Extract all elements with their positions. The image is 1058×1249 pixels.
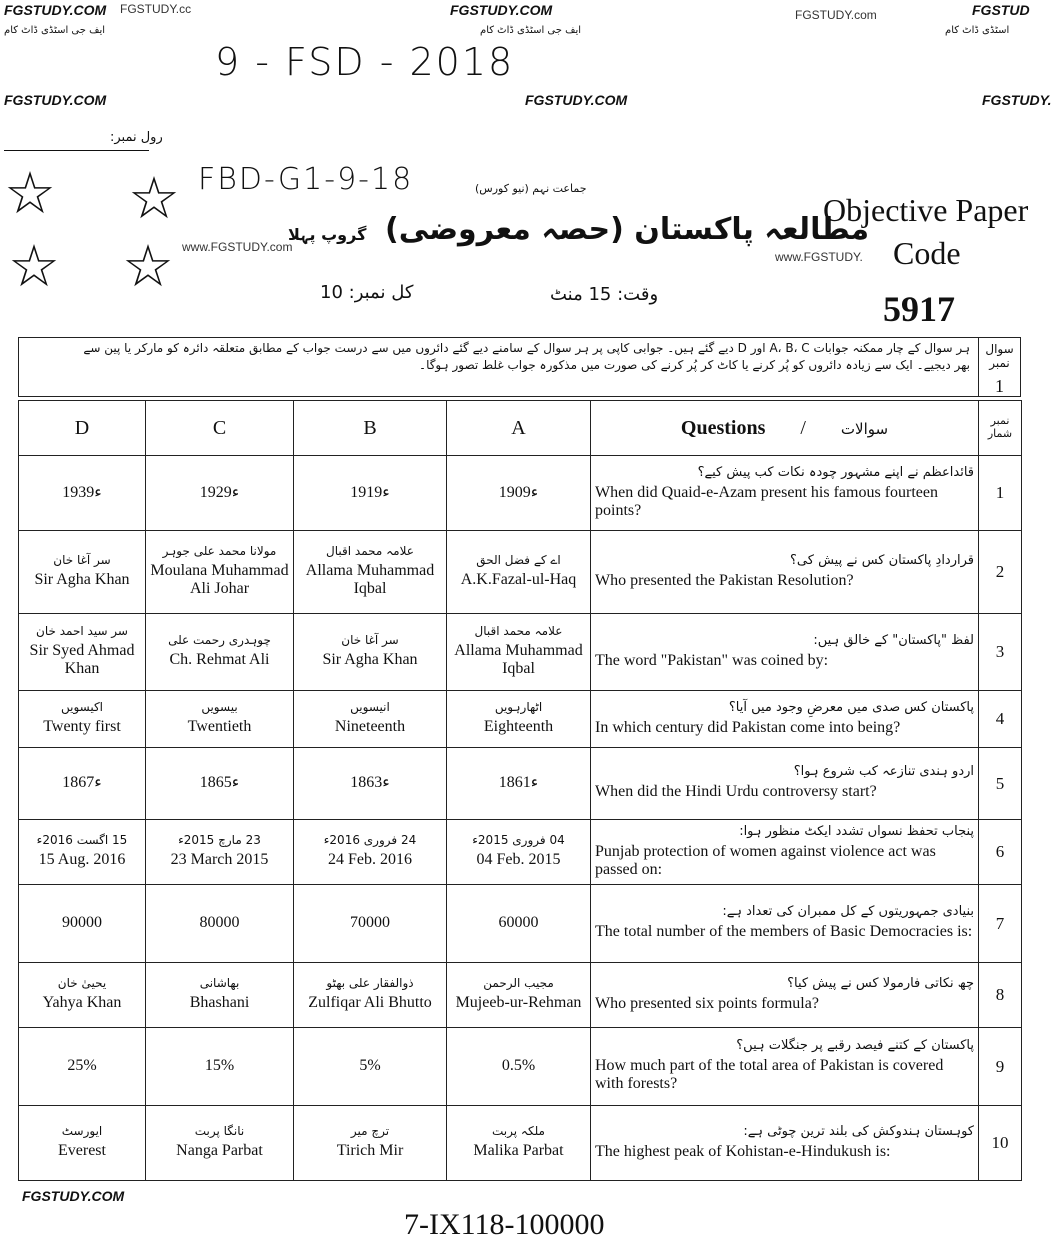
objective-paper-title: Objective Paper xyxy=(823,192,1029,228)
question-urdu: پاکستان کے کتنے فیصد رقبے پر جنگلات ہیں؟ xyxy=(736,1038,974,1054)
header-slash: / xyxy=(800,416,806,439)
option-d xyxy=(19,1028,146,1106)
question-number: 6 xyxy=(979,820,1022,885)
option-a xyxy=(447,820,591,885)
option-urdu: ذوالفقار علی بھٹو xyxy=(326,976,414,991)
option-text: Twenty first xyxy=(43,718,121,736)
option-d xyxy=(19,456,146,531)
option-text: 90000 xyxy=(62,914,102,932)
option-text: Tirich Mir xyxy=(336,1142,404,1160)
question-number-label: سوال نمبر xyxy=(985,342,1014,370)
instructions-text xyxy=(19,338,978,396)
question-english: In which century did Pakistan come into being? xyxy=(595,718,901,736)
code-label: Code xyxy=(893,235,961,271)
question-urdu: قراردادِ پاکستان کس نے پیش کی؟ xyxy=(790,552,974,568)
watermark: FGSTUDY.cc xyxy=(120,2,192,16)
question-cell xyxy=(591,614,979,691)
question-number: 2 xyxy=(979,531,1022,614)
option-urdu: 15 اگست 2016ء xyxy=(36,833,128,848)
question-urdu: کوہستان ہندوکش کی بلند ترین چوٹی ہے: xyxy=(743,1123,974,1139)
question-english: The highest peak of Kohistan-e-Hindukush is: xyxy=(595,1142,891,1160)
option-a xyxy=(447,885,591,963)
question-english: The word "Pakistan" was coined by: xyxy=(595,651,829,669)
question-english: When did Quaid-e-Azam present his famous fourteen points? xyxy=(595,483,938,519)
question-number: 5 xyxy=(979,748,1022,820)
option-d xyxy=(19,885,146,963)
col-d: D xyxy=(19,401,146,456)
question-urdu: بنیادی جمہوریتوں کے کل ممبران کی تعداد ہے: xyxy=(722,904,974,920)
option-text: 15% xyxy=(204,1057,235,1075)
option-text: Yahya Khan xyxy=(42,994,122,1012)
option-b xyxy=(294,456,447,531)
star-icon: ☆ xyxy=(8,234,60,299)
option-d xyxy=(19,1106,146,1181)
watermark: www.FGSTUDY. xyxy=(775,250,863,264)
question-urdu: پاکستان کس صدی میں معرضِ وجود میں آیا؟ xyxy=(728,699,974,715)
option-urdu: بھاشانی xyxy=(199,976,240,991)
table-row xyxy=(19,1028,1022,1106)
option-c xyxy=(146,691,294,748)
option-text: 1867ء xyxy=(62,774,102,792)
star-icon: ☆ xyxy=(128,166,180,231)
watermark: FGSTUDY.COM xyxy=(22,1188,125,1204)
option-text: 1929ء xyxy=(199,483,240,501)
option-text: 60000 xyxy=(498,914,539,932)
watermark: FGSTUDY.COM xyxy=(4,92,107,108)
option-text: Ch. Rehmat Ali xyxy=(169,651,270,669)
option-text: Twentieth xyxy=(187,718,252,736)
option-text: Everest xyxy=(58,1142,106,1160)
option-text: 25% xyxy=(67,1057,97,1075)
option-text: Sir Syed Ahmad Khan xyxy=(29,642,135,678)
option-d xyxy=(19,820,146,885)
option-b xyxy=(294,1028,447,1106)
questions-header-urdu: سوالات xyxy=(840,419,889,438)
question-english: Punjab protection of women against violence act was passed on: xyxy=(595,842,936,878)
watermark: FGSTUDY. xyxy=(982,92,1052,108)
option-text: 04 Feb. 2015 xyxy=(476,851,561,869)
question-urdu: چھ نکاتی فارمولا کس نے پیش کیا؟ xyxy=(787,975,974,991)
option-text: 1909ء xyxy=(498,483,539,501)
question-number: 1 xyxy=(995,376,1004,396)
option-text: 1863ء xyxy=(350,774,390,792)
option-urdu: اکیسویں xyxy=(60,700,104,715)
option-text: 1861ء xyxy=(498,774,539,792)
option-text: A.K.Fazal-ul-Haq xyxy=(460,571,577,589)
option-text: 70000 xyxy=(350,914,390,932)
option-c xyxy=(146,456,294,531)
col-questions xyxy=(591,401,979,456)
table-row xyxy=(19,885,1022,963)
option-urdu: علامہ محمد اقبال xyxy=(474,624,563,639)
option-text: Mujeeb-ur-Rehman xyxy=(455,994,582,1012)
question-cell xyxy=(591,456,979,531)
question-number: 4 xyxy=(979,691,1022,748)
col-a: A xyxy=(447,401,591,456)
option-urdu: انیسویں xyxy=(350,700,390,715)
roll-number-label: رول نمبر: xyxy=(110,130,163,145)
option-c xyxy=(146,963,294,1028)
question-cell xyxy=(591,1028,979,1106)
question-urdu: قائداعظم نے اپنے مشہور چودہ نکات کب پیش کیے؟ xyxy=(697,464,974,480)
option-text: Bhashani xyxy=(189,994,250,1012)
question-english: The total number of the members of Basic Democracies is: xyxy=(595,923,973,941)
option-b xyxy=(294,614,447,691)
question-number-cell xyxy=(978,338,1020,396)
watermark: www.FGSTUDY.com xyxy=(182,240,293,254)
time-allowed: وقت: 15 منٹ xyxy=(550,284,659,305)
option-b xyxy=(294,820,447,885)
option-b xyxy=(294,885,447,963)
paper-serial: 7-IX118-100000 xyxy=(404,1208,605,1241)
question-number: 9 xyxy=(979,1028,1022,1106)
option-b xyxy=(294,531,447,614)
option-text: Nanga Parbat xyxy=(176,1142,263,1160)
option-a xyxy=(447,1028,591,1106)
option-urdu: 24 فروری 2016ء xyxy=(323,833,417,848)
option-text: Sir Agha Khan xyxy=(322,651,418,669)
option-d xyxy=(19,691,146,748)
option-text: 1939ء xyxy=(62,483,102,501)
option-c xyxy=(146,531,294,614)
option-b xyxy=(294,748,447,820)
table-row xyxy=(19,531,1022,614)
handwritten-note: 9 - FSD - 2018 xyxy=(215,40,515,84)
question-number: 7 xyxy=(979,885,1022,963)
option-c xyxy=(146,1028,294,1106)
question-number: 3 xyxy=(979,614,1022,691)
option-urdu: اٹھارہویں xyxy=(494,700,543,715)
instructions-box xyxy=(18,337,1021,397)
option-b xyxy=(294,1106,447,1181)
option-a xyxy=(447,1106,591,1181)
table-row xyxy=(19,691,1022,748)
option-urdu: مولانا محمد علی جوہر xyxy=(162,544,277,559)
option-text: Malika Parbat xyxy=(473,1142,564,1160)
option-urdu: اے کے فضل الحق xyxy=(476,553,561,568)
option-text: 1919ء xyxy=(350,483,390,501)
option-c xyxy=(146,820,294,885)
option-text: Moulana Muhammad Ali Johar xyxy=(150,562,289,598)
question-english: When did the Hindi Urdu controversy start? xyxy=(595,783,877,801)
option-urdu: 23 مارچ 2015ء xyxy=(178,833,261,848)
table-row xyxy=(19,963,1022,1028)
watermark: FGSTUD xyxy=(972,2,1030,18)
option-text: Eighteenth xyxy=(483,718,554,736)
col-number: نمبر شمار xyxy=(979,401,1022,456)
question-cell xyxy=(591,748,979,820)
option-c xyxy=(146,614,294,691)
option-urdu: بیسویں xyxy=(201,700,238,715)
option-text: Sir Agha Khan xyxy=(34,571,130,589)
option-urdu: نانگا پربت xyxy=(194,1124,245,1139)
star-icon: ☆ xyxy=(122,234,174,299)
question-english: How much part of the total area of Pakistan is covered with forests? xyxy=(595,1057,944,1093)
question-urdu: پنجاب تحفظ نسواں تشدد ایکٹ منظور ہوا: xyxy=(739,823,974,839)
option-d xyxy=(19,531,146,614)
option-b xyxy=(294,691,447,748)
watermark: FGSTUDY.COM xyxy=(450,2,553,18)
col-c: C xyxy=(146,401,294,456)
option-d xyxy=(19,748,146,820)
option-urdu: سر آغا خان xyxy=(341,633,399,648)
option-text: Nineteenth xyxy=(334,718,406,736)
questions-header: Questions xyxy=(680,416,766,439)
option-b xyxy=(294,963,447,1028)
option-urdu: مجیب الرحمن xyxy=(483,976,554,991)
watermark-urdu: ایف جی اسٹڈی ڈاٹ کام xyxy=(4,25,106,36)
option-urdu: ایورسٹ xyxy=(61,1124,103,1139)
question-urdu: لفظ "پاکستان" کے خالق ہیں: xyxy=(813,632,974,648)
option-text: Allama Muhammad Iqbal xyxy=(454,642,583,678)
option-d xyxy=(19,963,146,1028)
question-cell xyxy=(591,820,979,885)
option-a xyxy=(447,456,591,531)
subject-title: مطالعہ پاکستان (حصہ معروضی) xyxy=(385,212,870,247)
option-c xyxy=(146,1106,294,1181)
option-urdu: سر آغا خان xyxy=(53,553,111,568)
question-number: 1 xyxy=(979,456,1022,531)
option-urdu: سر سید احمد خان xyxy=(36,624,128,639)
watermark: FGSTUDY.COM xyxy=(525,92,628,108)
instruction-line: بھر دیجیے۔ ایک سے زیادہ دائروں کو پُر کرنے یا کاٹ کر پُر کرنے کی صورت میں مذکورہ جواب غلط تصور ہوگا۔ xyxy=(419,358,970,373)
option-urdu: علامہ محمد اقبال xyxy=(326,544,414,559)
table-row xyxy=(19,614,1022,691)
watermark: FGSTUDY.COM xyxy=(4,2,107,18)
handwritten-board: FBD-G1-9-18 xyxy=(198,162,414,197)
question-cell xyxy=(591,963,979,1028)
option-text: 24 Feb. 2016 xyxy=(328,851,412,869)
total-marks: کل نمبر: 10 xyxy=(320,282,414,303)
question-cell xyxy=(591,1106,979,1181)
option-a xyxy=(447,691,591,748)
question-english: Who presented the Pakistan Resolution? xyxy=(595,571,854,589)
watermark-urdu: اسٹڈی ڈاٹ کام xyxy=(945,25,1010,36)
option-urdu: 04 فروری 2015ء xyxy=(472,833,565,848)
question-cell xyxy=(591,691,979,748)
class-label: جماعت نہم (نیو کورس) xyxy=(475,182,587,195)
option-text: 0.5% xyxy=(501,1057,536,1075)
star-icon: ☆ xyxy=(4,161,56,226)
option-a xyxy=(447,748,591,820)
table-row xyxy=(19,1106,1022,1181)
roll-number-line xyxy=(4,150,149,151)
question-cell xyxy=(591,885,979,963)
watermark: FGSTUDY.com xyxy=(795,8,877,22)
table-row xyxy=(19,748,1022,820)
question-number: 8 xyxy=(979,963,1022,1028)
table-row xyxy=(19,456,1022,531)
group-label: گروپ پہلا xyxy=(288,225,367,244)
option-text: 15 Aug. 2016 xyxy=(38,851,126,869)
option-c xyxy=(146,885,294,963)
table-row xyxy=(19,820,1022,885)
paper-code: 5917 xyxy=(883,289,955,329)
option-urdu: چوہدری رحمت علی xyxy=(168,633,271,648)
watermark-urdu: ایف جی اسٹڈی ڈاٹ کام xyxy=(480,25,582,36)
mcq-table xyxy=(18,400,1022,1181)
option-a xyxy=(447,963,591,1028)
option-urdu: ترچ میر xyxy=(350,1124,390,1139)
question-urdu: اردو ہندی تنازعہ کب شروع ہوا؟ xyxy=(793,764,974,780)
option-d xyxy=(19,614,146,691)
option-a xyxy=(447,531,591,614)
option-text: 23 March 2015 xyxy=(170,851,269,869)
option-urdu: ملکہ پربت xyxy=(492,1124,545,1139)
col-b: B xyxy=(294,401,447,456)
option-text: Allama Muhammad Iqbal xyxy=(305,562,435,598)
option-urdu: یحییٰ خان xyxy=(57,976,107,991)
option-a xyxy=(447,614,591,691)
question-english: Who presented six points formula? xyxy=(595,994,819,1012)
question-number: 10 xyxy=(979,1106,1022,1181)
instruction-line: ہر سوال کے چار ممکنہ جوابات A، B، C اور D دیے گئے ہیں۔ جوابی کاپی پر ہر سوال کے سامنے دیے گئے دائروں میں سے درست جواب کے مطابق متعلقہ دائرہ کو مارکر یا پین سے xyxy=(83,341,970,355)
option-text: 5% xyxy=(359,1057,381,1075)
option-text: 1865ء xyxy=(199,774,240,792)
question-cell xyxy=(591,531,979,614)
option-text: Zulfiqar Ali Bhutto xyxy=(308,994,432,1012)
option-c xyxy=(146,748,294,820)
option-text: 80000 xyxy=(199,914,240,932)
table-header-row xyxy=(19,401,1022,456)
